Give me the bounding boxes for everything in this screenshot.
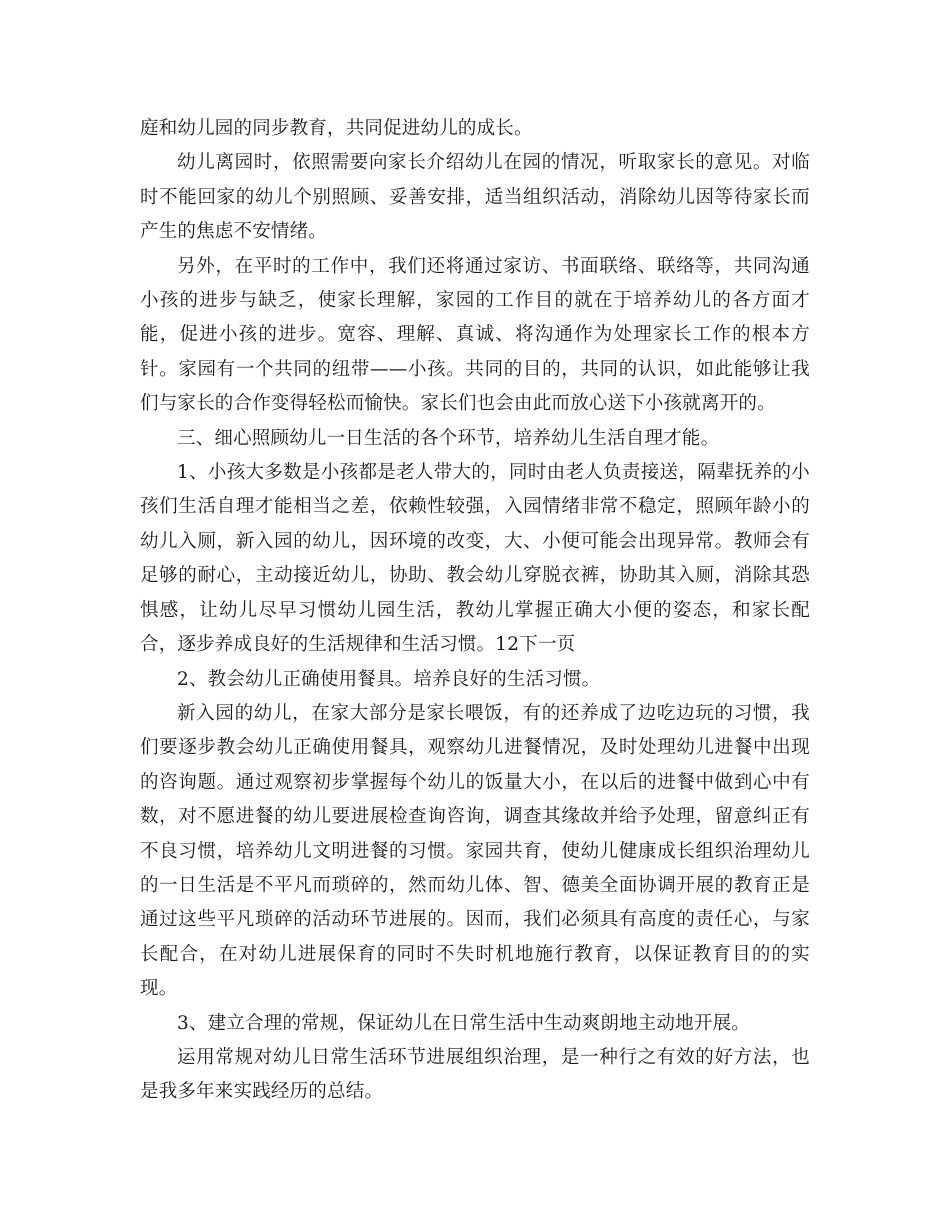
paragraph-item-3-heading: 3、建立合理的常规，保证幼儿在日常生活中生动爽朗地主动地开展。 — [177, 1012, 750, 1034]
paragraph-2: 幼儿离园时，依照需要向家长介绍幼儿在园的情况，听取家长的意见。对临时不能回家的幼儿个别照顾、妥善安排，适当组织活动，消除幼儿因等待家长而产生的焦虑不安情绪。 — [140, 152, 810, 243]
document-body — [140, 112, 810, 1110]
paragraph-item-3-body: 运用常规对幼儿日常生活环节进展组织治理，是一种行之有效的好方法，也是我多年来实践经历的总结。 — [140, 1046, 810, 1103]
section-heading-3: 三、细心照顾幼儿一日生活的各个环节，培养幼儿生活自理才能。 — [177, 427, 720, 449]
paragraph-item-1: 1、小孩大多数是小孩都是老人带大的，同时由老人负责接送，隔辈抚养的小孩们生活自理才能相当之差，依赖性较强，入园情绪非常不稳定，照顾年龄小的幼儿入厕，新入园的幼儿，因环境的改变，大、小便可能会出现异常。教师会有足够的耐心，主动接近幼儿，协助、教会幼儿穿脱衣裤，协助其入厕，消除其恐惧感，让幼儿尽早习惯幼儿园生活，教幼儿掌握正确大小便的姿态，和家长配合，逐步养成良好的生活规律和生活习惯。12下一页 — [140, 462, 810, 656]
paragraph-1: 庭和幼儿园的同步教育，共同促进幼儿的成长。 — [140, 118, 533, 139]
paragraph-3: 另外，在平时的工作中，我们还将通过家访、书面联络、联络等，共同沟通小孩的进步与缺乏，使家长理解，家园的工作目的就在于培养幼儿的各方面才能，促进小孩的进步。宽容、理解、真诚、将沟通作为处理家长工作的根本方针。家园有一个共同的纽带——小孩。共同的目的，共同的认识，如此能够让我们与家长的合作变得轻松而愉快。家长们也会由此而放心送下小孩就离开的。 — [140, 255, 810, 415]
paragraph-item-2-heading: 2、教会幼儿正确使用餐具。培养良好的生活习惯。 — [177, 668, 601, 690]
paragraph-item-2-body: 新入园的幼儿，在家大部分是家长喂饭，有的还养成了边吃边玩的习惯，我们要逐步教会幼儿正确使用餐具，观察幼儿进餐情况，及时处理幼儿进餐中出现的咨询题。通过观察初步掌握每个幼儿的饭量大小，在以后的进餐中做到心中有数，对不愿进餐的幼儿要进展检查询咨询，调查其缘故并给予处理，留意纠正有不良习惯，培养幼儿文明进餐的习惯。家园共育，使幼儿健康成长组织治理幼儿的一日生活是不平凡而琐碎的，然而幼儿体、智、德美全面协调开展的教育正是通过这些平凡琐碎的活动环节进展的。因而，我们必须具有高度的责任心，与家长配合，在对幼儿进展保育的同时不失时机地施行教育，以保证教育目的的实现。 — [140, 702, 810, 1000]
